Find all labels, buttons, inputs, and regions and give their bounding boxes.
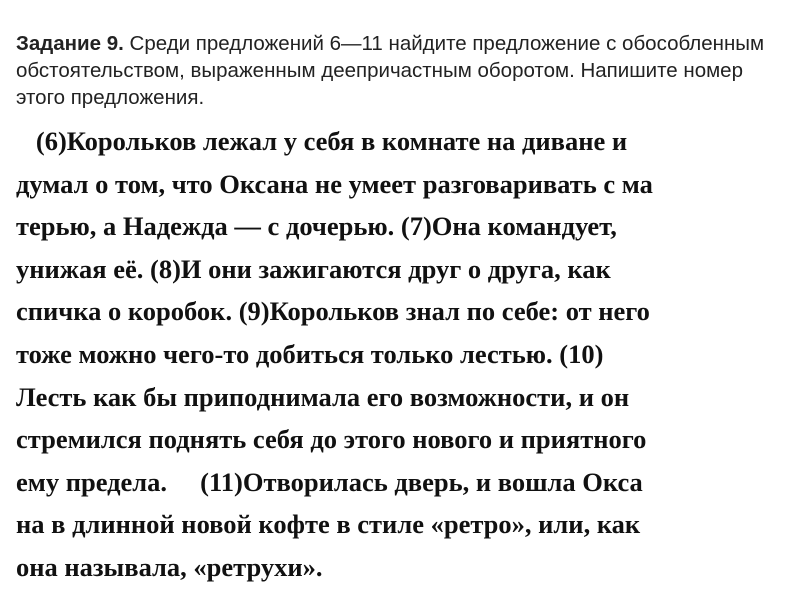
text-line: Лесть как бы приподнимала его возможности, и он xyxy=(16,381,630,412)
task-instruction xyxy=(16,30,786,111)
text-line: ему предела. (11)Отворилась дверь, и вошла Окса xyxy=(16,466,643,497)
text-line: (6)Корольков лежал у себя в комнате на диване и xyxy=(16,126,628,156)
task-label: Задание 9. xyxy=(16,32,124,55)
source-text xyxy=(16,120,796,589)
text-line: спичка о коробок. (9)Корольков знал по себе: от него xyxy=(16,296,650,327)
text-line: унижая её. (8)И они зажигаются друг о друга, как xyxy=(16,253,611,284)
text-line: стремился поднять себя до этого нового и приятного xyxy=(16,424,647,455)
text-line: она называла, «ретрухи». xyxy=(16,551,323,582)
text-line: терью, а Надежда — с дочерью. (7)Она командует, xyxy=(16,211,617,242)
task-text: Среди предложений 6—11 найдите предложение с обособленным обстоятельством, выраженным деепричастным оборотом. Напишите номер этого предложения. xyxy=(16,32,765,109)
text-line: тоже можно чего-то добиться только лестью. (10) xyxy=(16,338,604,369)
text-line: думал о том, что Оксана не умеет разговаривать с ма xyxy=(16,168,653,199)
text-line: на в длинной новой кофте в стиле «ретро», или, как xyxy=(16,509,641,540)
